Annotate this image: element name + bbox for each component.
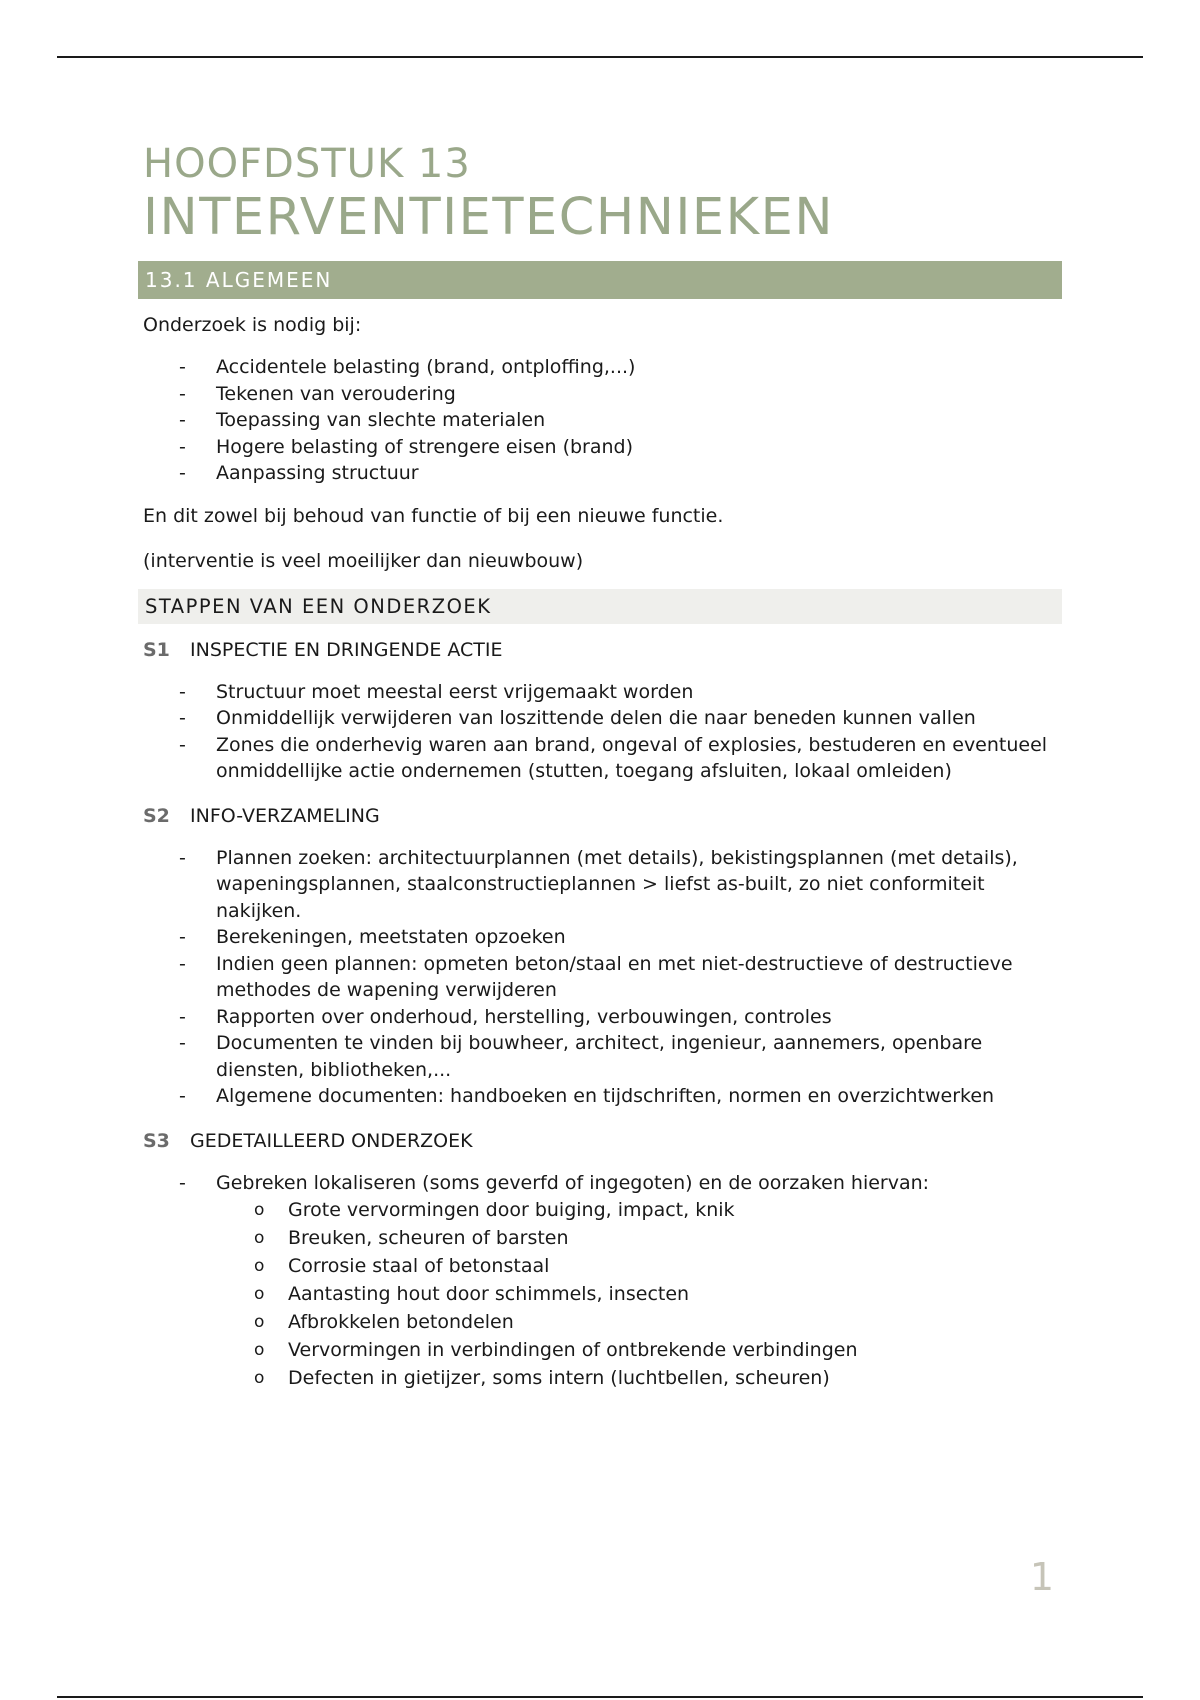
step-title: INSPECTIE EN DRINGENDE ACTIE	[190, 638, 503, 661]
step-heading-s3	[143, 1128, 1063, 1154]
dash-marker: -	[179, 1005, 186, 1028]
list-item: - Tekenen van veroudering	[143, 381, 1063, 408]
dash-marker: -	[179, 733, 186, 756]
step-code: S3	[143, 1129, 170, 1152]
dash-marker: -	[179, 680, 186, 703]
sublist-item: o Corrosie staal of betonstaal	[143, 1252, 1063, 1280]
list-item: - Algemene documenten: handboeken en tijdschriften, normen en overzichtwerken	[143, 1083, 1063, 1110]
s1-list	[143, 679, 1063, 785]
list-item: - Gebreken lokaliseren (soms geverfd of ingegoten) en de oorzaken hiervan: o Grote vervormingen door buiging, impact, knik o Breuken, scheuren of barsten o Corrosie staal of betonstaal o Aantasting hout door schimmels, insecten o Afbrokkelen betondelen o Vervormingen in verbindingen of ontbrekende verbindingen o Defecten in gietijzer, soms intern (luchtbellen, scheuren)	[143, 1170, 1063, 1393]
s3-sublist	[216, 1196, 1063, 1392]
list-item: - Indien geen plannen: opmeten beton/staal en met niet-destructieve of destructieve methodes de wapening verwijderen	[179, 952, 1013, 1001]
list-item: - Plannen zoeken: architectuurplannen (met details), bekistingsplannen (met details), wapeningsplannen, staalconstructieplannen > liefst as-built, zo niet conformiteit nakijken.	[179, 846, 1018, 922]
bullet-marker: o	[254, 1312, 265, 1332]
dash-marker: -	[179, 435, 186, 458]
step-heading-s1	[143, 637, 1063, 663]
page-number: 1	[1029, 1555, 1054, 1599]
step-title: INFO-VERZAMELING	[190, 804, 380, 827]
header-rule	[57, 56, 1143, 58]
dash-marker: -	[179, 356, 186, 378]
bullet-marker: o	[254, 1368, 265, 1388]
list-item: - Zones die onderhevig waren aan brand, ongeval of explosies, bestuderen en eventueel onmiddellijke actie ondernemen (stutten, toegang afsluiten, lokaal omleiden)	[179, 733, 1048, 782]
footer-rule	[57, 1696, 1143, 1698]
note-text: (interventie is veel moeilijker dan nieuwbouw)	[143, 549, 584, 572]
reasons-list	[143, 354, 1063, 487]
bullet-marker: o	[254, 1256, 265, 1276]
sublist-item: o Aantasting hout door schimmels, insecten	[143, 1280, 1063, 1308]
intro-text: Onderzoek is nodig bij:	[143, 314, 362, 336]
chapter-title: INTERVENTIETECHNIEKEN	[143, 188, 834, 247]
bullet-marker: o	[254, 1284, 265, 1304]
list-item: - Toepassing van slechte materialen	[143, 407, 1063, 434]
sublist-item: o Afbrokkelen betondelen	[143, 1308, 1063, 1336]
list-item: - Berekeningen, meetstaten opzoeken	[143, 924, 1063, 951]
list-item: - Onmiddellijk verwijderen van loszittende delen die naar beneden kunnen vallen	[143, 705, 1063, 732]
step-title: GEDETAILLEERD ONDERZOEK	[190, 1129, 473, 1152]
bullet-marker: o	[254, 1200, 265, 1220]
sublist-item: o Breuken, scheuren of barsten	[143, 1224, 1063, 1252]
step-code: S1	[143, 638, 170, 661]
list-item: - Structuur moet meestal eerst vrijgemaakt worden	[143, 679, 1063, 706]
chapter-label: HOOFDSTUK 13	[143, 141, 471, 187]
bullet-marker: o	[254, 1228, 265, 1248]
list-item: - Hogere belasting of strengere eisen (brand)	[143, 434, 1063, 461]
list-item: - Accidentele belasting (brand, ontploffing,...)	[143, 354, 1063, 381]
note-text: En dit zowel bij behoud van functie of bij een nieuwe functie.	[143, 504, 724, 527]
list-item: - Aanpassing structuur	[143, 460, 1063, 487]
dash-marker: -	[179, 382, 186, 405]
dash-marker: -	[179, 952, 186, 975]
step-code: S2	[143, 804, 170, 827]
dash-marker: -	[179, 462, 186, 484]
dash-marker: -	[179, 1171, 186, 1194]
s2-list	[143, 845, 1063, 1110]
dash-marker: -	[179, 1085, 186, 1107]
sublist-item: o Defecten in gietijzer, soms intern (luchtbellen, scheuren)	[143, 1364, 1063, 1392]
list-item: - Rapporten over onderhoud, herstelling, verbouwingen, controles	[143, 1004, 1063, 1031]
bullet-marker: o	[254, 1340, 265, 1360]
dash-marker: -	[179, 846, 186, 869]
section-heading: 13.1 ALGEMEEN	[138, 261, 1062, 299]
page-content	[143, 140, 1063, 1392]
subsection-heading: STAPPEN VAN EEN ONDERZOEK	[138, 589, 1062, 624]
sublist-item: o Grote vervormingen door buiging, impact, knik	[143, 1196, 1063, 1224]
list-item: - Documenten te vinden bij bouwheer, architect, ingenieur, aannemers, openbare diensten, bibliotheken,...	[179, 1032, 983, 1081]
dash-marker: -	[179, 1032, 186, 1054]
dash-marker: -	[179, 926, 186, 948]
dash-marker: -	[179, 409, 186, 431]
s3-list	[143, 1170, 1063, 1393]
dash-marker: -	[179, 707, 186, 729]
sublist-item: o Vervormingen in verbindingen of ontbrekende verbindingen	[143, 1336, 1063, 1364]
step-heading-s2	[143, 803, 1063, 829]
